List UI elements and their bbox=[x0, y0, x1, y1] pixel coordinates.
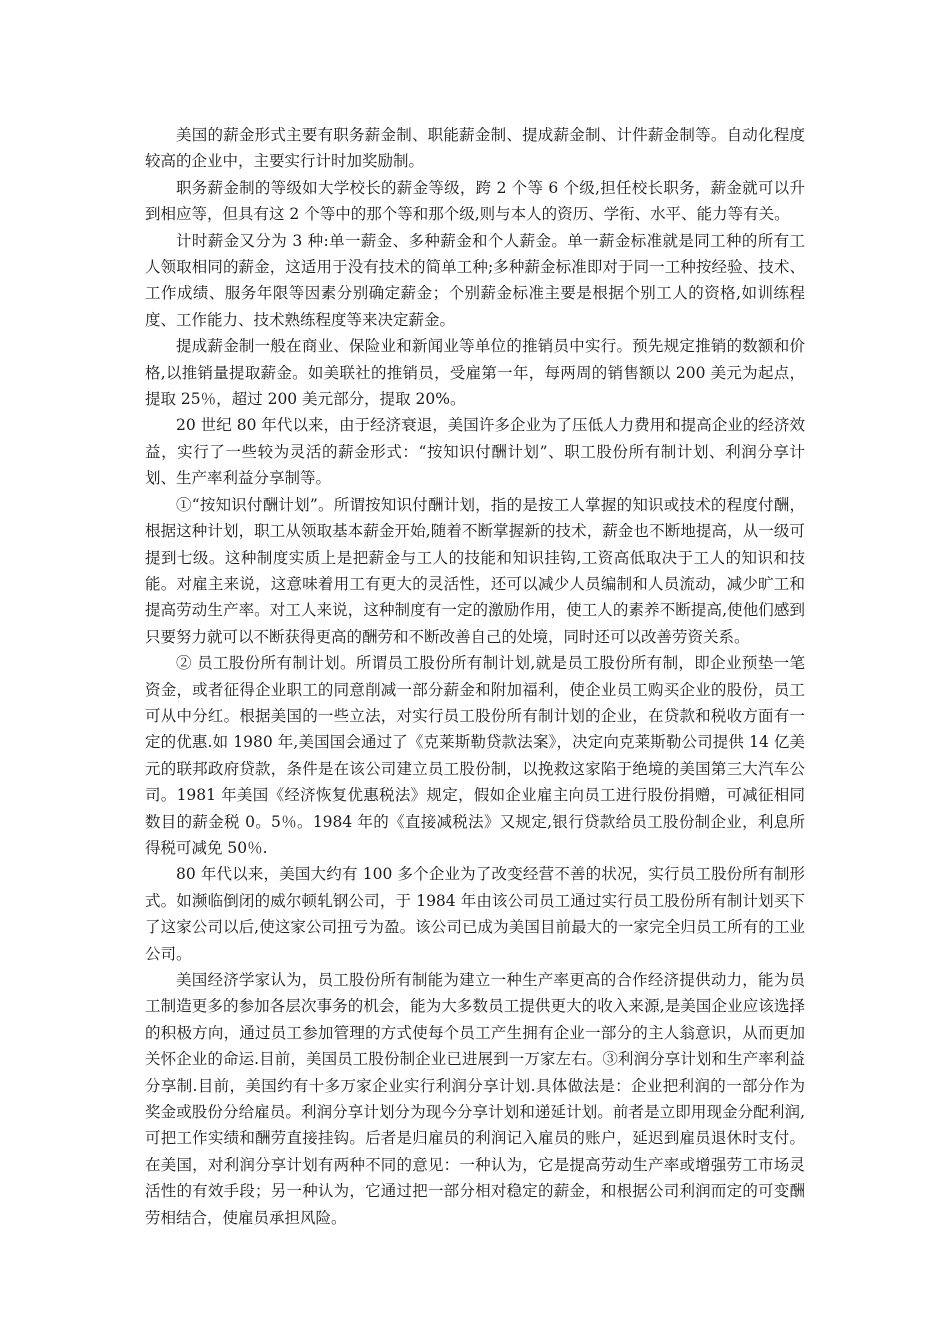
paragraph-time-salary: 计时薪金又分为 3 种:单一薪金、多种薪金和个人薪金。单一薪金标准就是同工种的所有工人领取相同的薪金，这适用于没有技术的简单工种;多种薪金标准即对于同一工种按经验、技术、工作成绩、服务年限等因素分别确定薪金；个别薪金标准主要是根据个别工人的资格,如训练程度、工作能力、技术熟练程度等来决定薪金。 bbox=[145, 231, 805, 329]
paragraph-position-salary: 职务薪金制的等级如大学校长的薪金等级，跨 2 个等 6 个级,担任校长职务，薪金就可以升到相应等，但具有这 2 个等中的那个等和那个级,则与本人的资历、学衔、水平、能力等有关。 bbox=[145, 178, 805, 224]
paragraph-pay-for-knowledge: ①“按知识付酬计划”。所谓按知识付酬计划，指的是按工人掌握的知识或技术的程度付酬，根据这种计划，职工从领取基本薪金开始,随着不断掌握新的技术，薪金也不断地提高，从一级可提到七级。这种制度实质上是把薪金与工人的技能和知识挂钩,工资高低取决于工人的知识和技能。对雇主来说，这意味着用工有更大的灵活性，还可以减少人员编制和人员流动，减少旷工和提高劳动生产率。对工人来说，这种制度有一定的激励作用，使工人的素养不断提高,使他们感到只要努力就可以不断获得更高的酬劳和不断改善自己的处境，同时还可以改善劳资关系。 bbox=[145, 495, 805, 646]
paragraph-salary-forms: 美国的薪金形式主要有职务薪金制、职能薪金制、提成薪金制、计件薪金制等。自动化程度较高的企业中，主要实行计时加奖励制。 bbox=[145, 126, 805, 171]
paragraph-flexible-salary: 20 世纪 80 年代以来，由于经济衰退，美国许多企业为了压低人力费用和提高企业的经济效益，实行了一些较为灵活的薪金形式：“按知识付酬计划”、职工股份所有制计划、利润分享计划、生产率利益分享制等。 bbox=[145, 416, 805, 488]
paragraph-ownership-cases: 80 年代以来，美国大约有 100 多个企业为了改变经营不善的状况，实行员工股份所有制形式。如濒临倒闭的威尔顿轧钢公司，于 1984 年由该公司员工通过实行员工股份所有制计划买下了这家公司以后,使这家公司扭亏为盈。该公司已成为美国目前最大的一家完全归员工所有的工业公司。 bbox=[145, 865, 805, 963]
paragraph-profit-sharing: 美国经济学家认为，员工股份所有制能为建立一种生产率更高的合作经济提供动力，能为员工制造更多的参加各层次事务的机会，能为大多数员工提供更大的收入来源,是美国企业应该选择的积极方向，通过员工参加管理的方式使每个员工产生拥有企业一部分的主人翁意识，从而更加关怀企业的命运.目前，美国员工股份制企业已进展到一万家左右。③利润分享计划和生产率利益分享制.目前，美国约有十多万家企业实行利润分享计划.具体做法是：企业把利润的一部分作为奖金或股份分给雇员。利润分享计划分为现今分享计划和递延计划。前者是立即用现金分配利润,可把工作实绩和酬劳直接挂钩。后者是归雇员的利润记入雇员的账户，延迟到雇员退休时支付。在美国，对利润分享计划有两种不同的意见：一种认为，它是提高劳动生产率或增强劳工市场灵活性的有效手段；另一种认为，它通过把一部分相对稳定的薪金，和根据公司利润而定的可变酬劳相结合，使雇员承担风险。 bbox=[145, 971, 805, 1227]
document-body bbox=[145, 122, 805, 1231]
paragraph-employee-ownership: ② 员工股份所有制计划。所谓员工股份所有制计划,就是员工股份所有制，即企业预垫一笔资金，或者征得企业职工的同意削减一部分薪金和附加福利，使企业员工购买企业的股份，员工可从中分红。根据美国的一些立法，对实行员工股份所有制计划的企业，在贷款和税收方面有一定的优惠.如 1980 年,美国国会通过了《克莱斯勒贷款法案》，决定向克莱斯勒公司提供 14 亿美元的联邦政府贷款，条件是在该公司建立员工股份制，以挽救这家陷于绝境的美国第三大汽车公司。1981 年美国《经济恢复优惠税法》规定，假如企业雇主向员工进行股份捐赠，可减征相同数目的薪金税 0。5％。1984 年的《直接减税法》又规定,银行贷款给员工股份制企业，利息所得税可减免 50％. bbox=[145, 654, 805, 857]
paragraph-commission-salary: 提成薪金制一般在商业、保险业和新闻业等单位的推销员中实行。预先规定推销的数额和价格,以推销量提取薪金。如美联社的推销员，受雇第一年，每两周的销售额以 200 美元为起点，提取 25％，超过 200 美元部分，提取 20%。 bbox=[145, 337, 805, 409]
